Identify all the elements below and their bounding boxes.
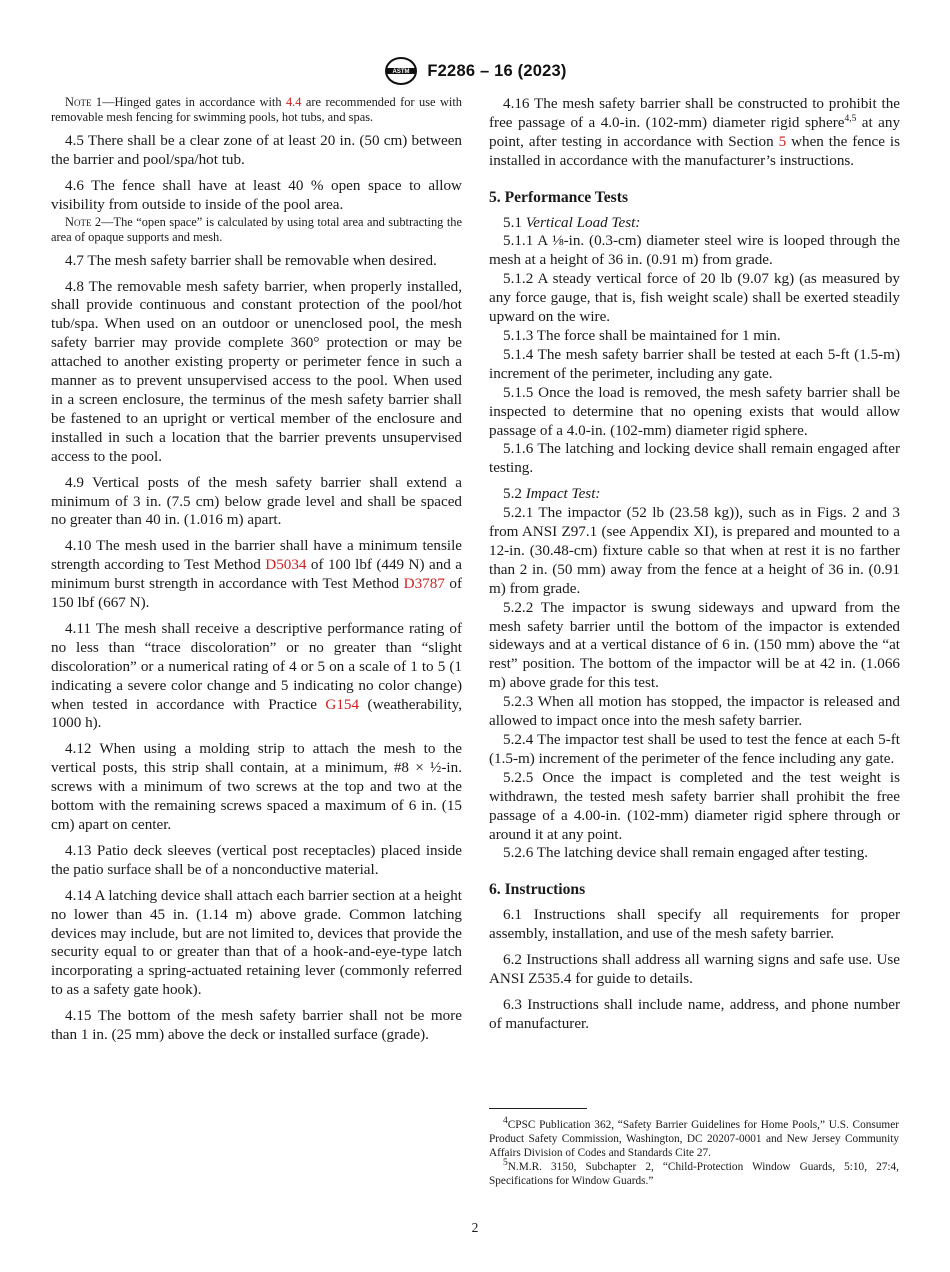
page-number: 2 (471, 1220, 479, 1235)
para-5-2-2: 5.2.2 The impactor is swung sideways and upward from the mesh safety barrier until the bottom of the impactor is extended sideways and at a vertical distance of 6 in. (150 mm) above the “at rest” position. The bottom of the impactor will be at 42 in. (1.066 m) above grade for this test. (489, 598, 900, 692)
section-6-title: 6. Instructions (489, 881, 586, 899)
left-column (51, 95, 462, 1045)
para-4-12: 4.12 When using a molding strip to attach the mesh to the vertical posts, this strip shall contain, at a minimum, #8 × ½-in. screws with a minimum of two screws at the top and two at the bottom with the remaining screws spaced a maximum of 6 in. (15 cm) apart on center. (51, 740, 462, 833)
para-4-9: 4.9 Vertical posts of the mesh safety barrier shall extend a minimum of 3 in. (7.5 cm) below grade level and shall be spaced no greater than 40 in. (1.016 m) apart. (51, 473, 462, 529)
astm-logo-icon (383, 56, 419, 86)
para-4-10: 4.10 The mesh used in the barrier shall have a minimum tensile strength according to Test Method D5034 of 100 lbf (449 N) and a minimum burst strength in accordance with Test Method D3787 of 150 lbf (667 N). (51, 537, 462, 612)
para-4-5: 4.5 There shall be a clear zone of at least 20 in. (50 cm) between the barrier and pool/spa/hot tub. (51, 132, 462, 168)
ref-d5034-link[interactable]: D5034 (265, 556, 307, 574)
para-5-2-6: 5.2.6 The latching device shall remain engaged after testing. (503, 844, 869, 862)
para-6-1: 6.1 Instructions shall specify all requirements for proper assembly, installation, and use of the mesh safety barrier. (489, 906, 900, 943)
para-5-1-6: 5.1.6 The latching and locking device shall remain engaged after testing. (489, 440, 900, 477)
para-6-3: 6.3 Instructions shall include name, address, and phone number of manufacturer. (489, 995, 900, 1032)
para-5-1-1: 5.1.1 A ⅛-in. (0.3-cm) diameter steel wire is looped through the mesh at a height of 36 in. (0.91 m) from grade. (489, 232, 900, 269)
right-column (489, 95, 900, 1034)
para-4-14: 4.14 A latching device shall attach each barrier section at a height no lower than 45 in. (1.14 m) above grade. Common latching devices may include, but are not limited to, devices that provide the security equal to or greater than that of a hook-and-eye-type latch incorporating a spring-actuated retaining lever (commonly referred to as a safety gate hook). (51, 886, 462, 999)
ref-section-5-link[interactable]: 5 (778, 132, 787, 150)
footnotes (489, 1118, 899, 1188)
para-5-2-1: 5.2.1 The impactor (52 lb (23.58 kg)), such as in Figs. 2 and 3 from ANSI Z97.1 (see Appendix XI), is prepared and mounted to a 12-in. (30.48-cm) fixture cable so that when at rest it is no farther than 2 in. (50 mm) away from the fence at a height of 36 in. (0.91 m) from grade. (489, 504, 900, 597)
para-5-1-5: 5.1.5 Once the load is removed, the mesh safety barrier shall be inspected to determine that no opening exists that would allow passage of a 4.0-in. (102-mm) diameter rigid sphere. (489, 383, 900, 439)
para-4-6: 4.6 The fence shall have at least 40 % open space to allow visibility from outside to inside of the pool area. (51, 176, 462, 213)
footnote-divider (489, 1108, 587, 1109)
svg-text:ASTM: ASTM (392, 69, 410, 75)
para-5-1-2: 5.1.2 A steady vertical force of 20 lb (9.07 kg) (as measured by any force gauge, that is, fish weight scale) shall be exerted steadily upward on the wire. (489, 270, 900, 326)
para-6-2: 6.2 Instructions shall address all warning signs and safe use. Use ANSI Z535.4 for guide to details. (489, 951, 900, 987)
para-5-1-3: 5.1.3 The force shall be maintained for 1 min. (503, 326, 781, 344)
para-4-8: 4.8 The removable mesh safety barrier, when properly installed, shall provide continuous and constant protection of the pool/hot tub/spa. When used on an outdoor or unenclosed pool, the mesh safety barrier may provide complete 360° protection or may be attached to another existing property or perimeter fence in such a manner as to prevent unsupervised access to the pool. When used in a screen enclosure, the terminus of the mesh safety barrier shall be fastened to an upright or vertical member of the enclosure and installed in such a location that the barrier prevents unsupervised access to the pool. (51, 277, 462, 465)
para-4-16: 4.16 The mesh safety barrier shall be constructed to prohibit the free passage of a 4.0-in. (102-mm) diameter rigid sphere$^{4,5}$ at any point, after testing in accordance with Section 5 when the fence is installed in accordance with the manufacturer’s instructions. (489, 95, 901, 169)
ref-d3787-link[interactable]: D3787 (403, 575, 445, 593)
note-1: Note 1—Hinged gates in accordance with 4.4 are recommended for use with removable mesh fencing for swimming pools, hot tubs, and spas. (51, 95, 462, 124)
para-5-1: 5.1 Vertical Load Test: (503, 213, 641, 231)
para-5-2-5: 5.2.5 Once the impact is completed and the test weight is withdrawn, the tested mesh safety barrier shall prohibit the free passage of a 4.00-in. (102-mm) diameter rigid sphere through or around it at any point. (489, 768, 900, 843)
section-5-title: 5. Performance Tests (489, 188, 629, 206)
footnote-4: $^4$CPSC Publication 362, “Safety Barrier Guidelines for Home Pools,” U.S. Consumer Product Safety Commission, Washington, DC 20207-0001 and New Jersey Community Affairs Division of Codes and Standards Cite 27. (489, 1116, 899, 1159)
para-5-2-4: 5.2.4 The impactor test shall be used to test the fence at each 5-ft (1.5-m) increment of the perimeter of the fence including any gate. (489, 731, 900, 767)
para-4-7: 4.7 The mesh safety barrier shall be removable when desired. (65, 251, 437, 269)
para-4-13: 4.13 Patio deck sleeves (vertical post receptacles) placed inside the patio surface shall be of a nonconductive material. (51, 841, 462, 878)
footnote-5: $^5$N.M.R. 3150, Subchapter 2, “Child-Protection Window Guards, 5:10, 27:4, Specifications for Window Guards.” (489, 1158, 899, 1187)
note-2: Note 2—The “open space” is calculated by using total area and subtracting the area of opaque supports and mesh. (51, 214, 462, 244)
ref-4-4-link[interactable]: 4.4 (285, 95, 302, 109)
para-5-2: 5.2 Impact Test: (503, 485, 601, 503)
para-4-15: 4.15 The bottom of the mesh safety barrier shall not be more than 1 in. (25 mm) above the deck or installed surface (grade). (51, 1007, 462, 1044)
document-designation: F2286 – 16 (2023) (427, 61, 567, 80)
para-5-2-3: 5.2.3 When all motion has stopped, the impactor is released and allowed to impact once into the mesh safety barrier. (489, 693, 900, 730)
para-4-11: 4.11 The mesh shall receive a descriptive performance rating of no less than “trace discoloration” or no greater than “slight discoloration” or a numerical rating of 4 or 5 on a scale of 1 to 5 (1 indicating a severe color change and 5 indicating no color change) when tested in accordance with Practice G154 (weatherability, 1000 h). (51, 619, 462, 732)
footnote-ref-4-5: 4,5 (844, 113, 857, 124)
para-5-1-4: 5.1.4 The mesh safety barrier shall be tested at each 5-ft (1.5-m) increment of the perimeter, including any gate. (489, 345, 900, 382)
page-header (0, 56, 950, 86)
ref-g154-link[interactable]: G154 (325, 695, 360, 713)
